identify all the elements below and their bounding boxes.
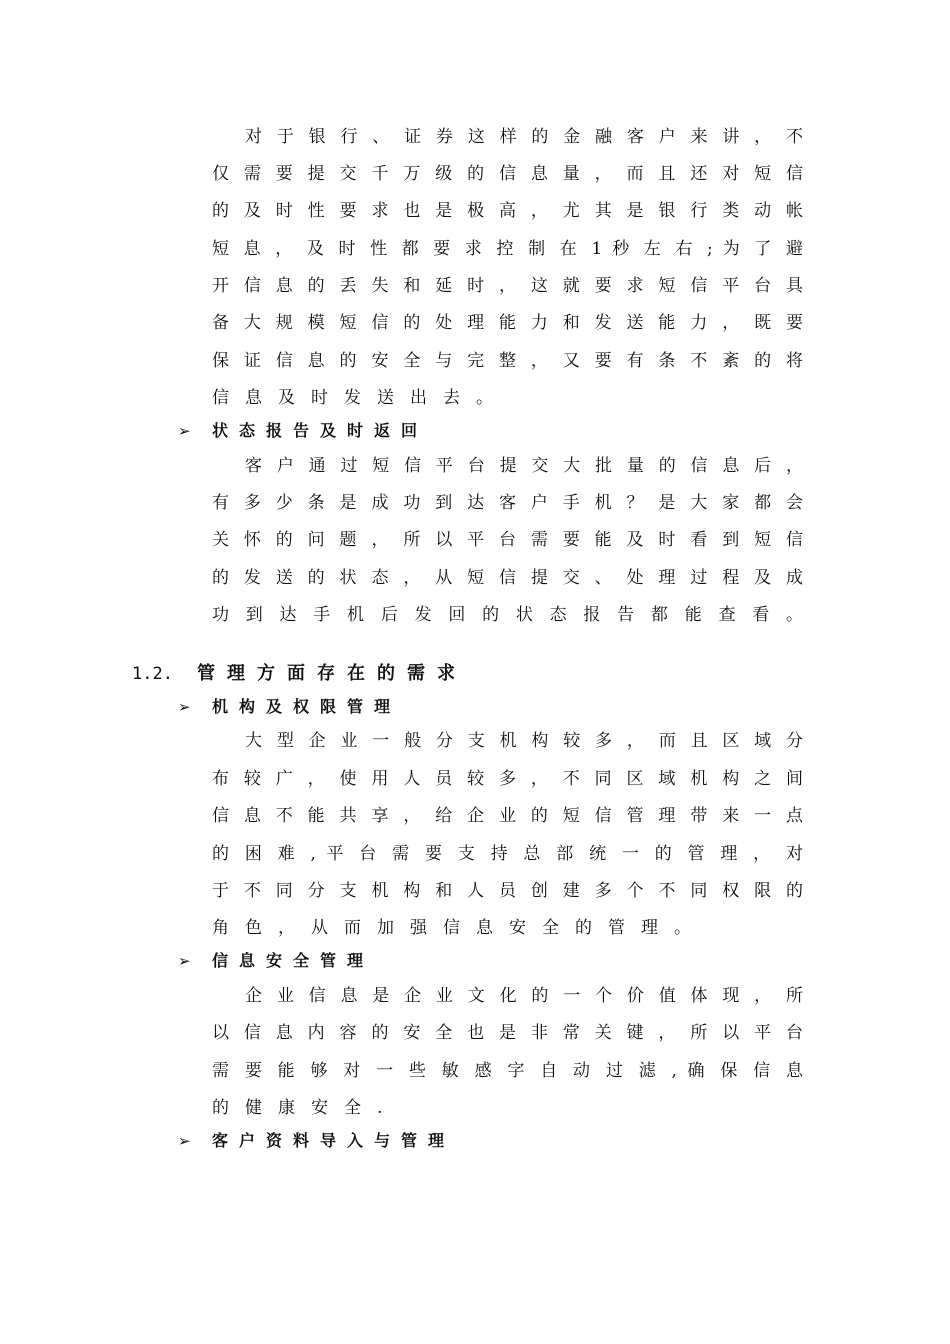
para1-line-8: 信息及时发送出去。 [212,388,509,408]
para3-line-5: 于 不 同 分 支 机 构 和 人 员 创 建 多 个 不 同 权 限 的 [212,881,803,901]
para1-line-5: 开 信 息 的 丢 失 和 延 时 ， 这 就 要 求 短 信 平 台 具 [212,276,803,296]
para1-line-7: 保 证 信 息 的 安 全 与 完 整 ， 又 要 有 条 不 紊 的 将 [212,351,803,371]
bullet-label: 状态报告及时返回 [212,421,429,440]
bullet-label: 客户资料导入与管理 [212,1131,456,1150]
arrow-bullet-icon: ➢ [178,1132,191,1150]
para3-line-3: 信 息 不 能 共 享 ， 给 企 业 的 短 信 管 理 带 来 一 点 [212,806,803,826]
section-number: 1.2. [132,664,173,684]
para4-line-2: 以 信 息 内 容 的 安 全 也 是 非 常 关 键 ， 所 以 平 台 [212,1023,803,1043]
para2-line-1: 客 户 通 过 短 信 平 台 提 交 大 批 量 的 信 息 后 ， [245,456,803,476]
arrow-bullet-icon: ➢ [178,952,191,970]
para1-line-6: 备 大 规 模 短 信 的 处 理 能 力 和 发 送 能 力 ， 既 要 [212,313,803,333]
para1-line-1: 对 于 银 行 、 证 券 这 样 的 金 融 客 户 来 讲 ， 不 [245,127,803,147]
para3-line-6: 角色，从而加强信息安全的管理。 [212,918,707,938]
para1-line-3: 的 及 时 性 要 求 也 是 极 高 ， 尤 其 是 银 行 类 动 帐 [212,201,803,221]
arrow-bullet-icon: ➢ [178,698,191,716]
arrow-bullet-icon: ➢ [178,422,191,440]
para2-line-3: 关 怀 的 问 题 ， 所 以 平 台 需 要 能 及 时 看 到 短 信 [212,530,803,550]
section-title: 管理方面存在的需求 [197,663,467,684]
para4-line-4: 的健康安全. [212,1098,399,1118]
bullet-label: 机构及权限管理 [212,697,402,716]
para3-line-1: 大 型 企 业 一 般 分 支 机 构 较 多 ， 而 且 区 域 分 [245,731,803,751]
para2-line-2: 有 多 少 条 是 成 功 到 达 客 户 手 机 ？ 是 大 家 都 会 [212,493,803,513]
para3-line-4: 的 困 难 , 平 台 需 要 支 持 总 部 统 一 的 管 理 ， 对 [212,844,803,864]
para4-line-1: 企 业 信 息 是 企 业 文 化 的 一 个 价 值 体 现 ， 所 [245,986,803,1006]
bullet-label: 信息安全管理 [212,951,375,970]
para4-line-3: 需 要 能 够 对 一 些 敏 感 字 自 动 过 滤 , 确 保 信 息 [212,1061,803,1081]
para2-line-4: 的 发 送 的 状 态 ， 从 短 信 提 交 、 处 理 过 程 及 成 [212,568,803,588]
para3-line-2: 布 较 广 ， 使 用 人 员 较 多 ， 不 同 区 域 机 构 之 间 [212,769,803,789]
para1-line-2: 仅 需 要 提 交 千 万 级 的 信 息 量 ， 而 且 还 对 短 信 [212,164,803,184]
para2-line-5: 功 到 达 手 机 后 发 回 的 状 态 报 告 都 能 查 看 。 [212,605,803,625]
para1-line-4: 短 息 ， 及 时 性 都 要 求 控 制 在 1 秒 左 右 ; 为 了 避 [212,239,803,259]
